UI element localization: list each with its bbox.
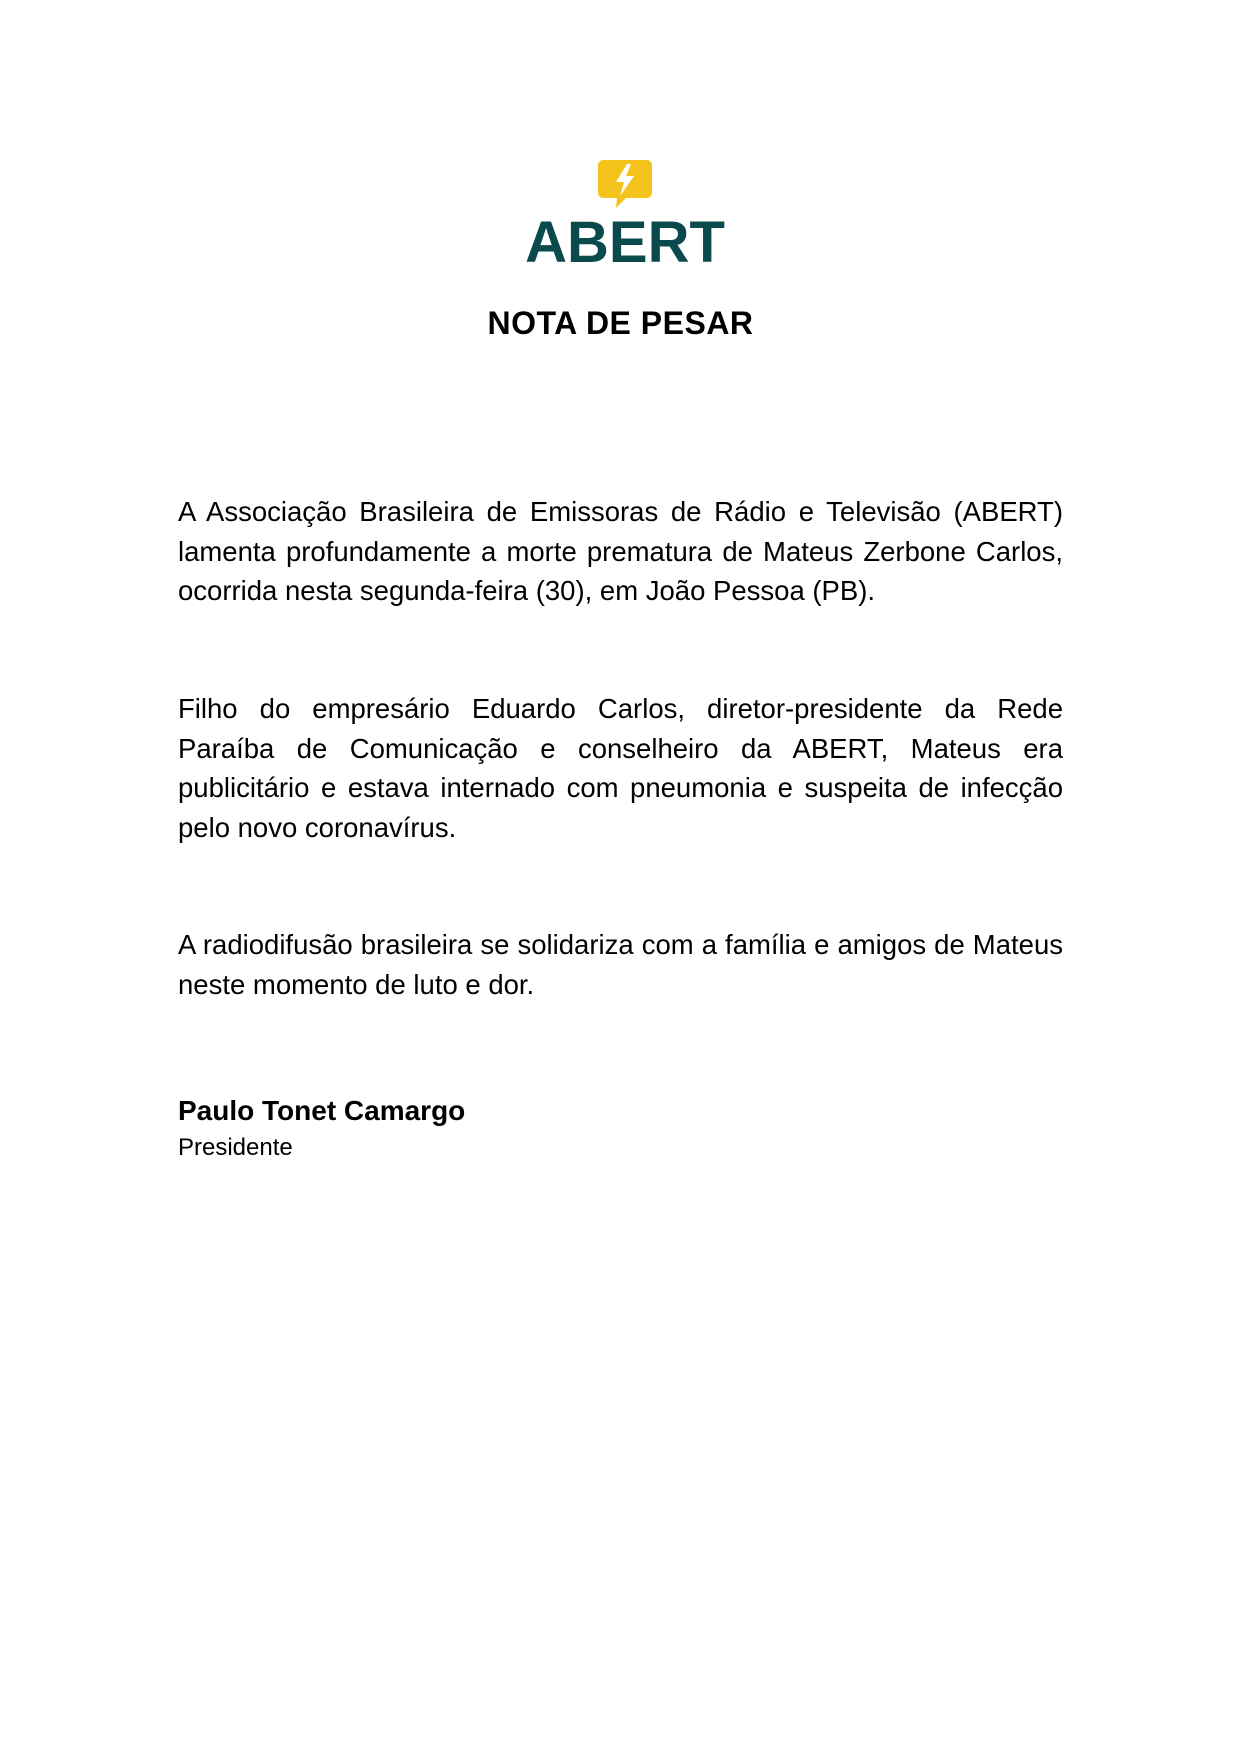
abert-wordmark: [520, 210, 730, 270]
paragraph: Filho do empresário Eduardo Carlos, diretor-presidente da Rede Paraíba de Comunicação e conselheiro da ABERT, Mateus era publicitário e estava internado com pneumonia e suspeita de infecção pelo novo coronavírus.: [178, 693, 1063, 843]
signature-role: Presidente: [178, 1134, 293, 1161]
signature-name: Paulo Tonet Camargo: [178, 1095, 466, 1126]
paragraph: A radiodifusão brasileira se solidariza com a família e amigos de Mateus neste momento de luto e dor.: [178, 929, 1063, 1000]
abert-logo: [520, 155, 730, 275]
lightning-speech-bubble-icon: [596, 158, 654, 210]
svg-text:ABERT: ABERT: [525, 210, 725, 270]
page-title: NOTA DE PESAR: [487, 305, 754, 341]
paragraph: A Associação Brasileira de Emissoras de Rádio e Televisão (ABERT) lamenta profundamente a morte prematura de Mateus Zerbone Carlos, ocorrida nesta segunda-feira (30), em João Pessoa (PB).: [178, 496, 1063, 606]
